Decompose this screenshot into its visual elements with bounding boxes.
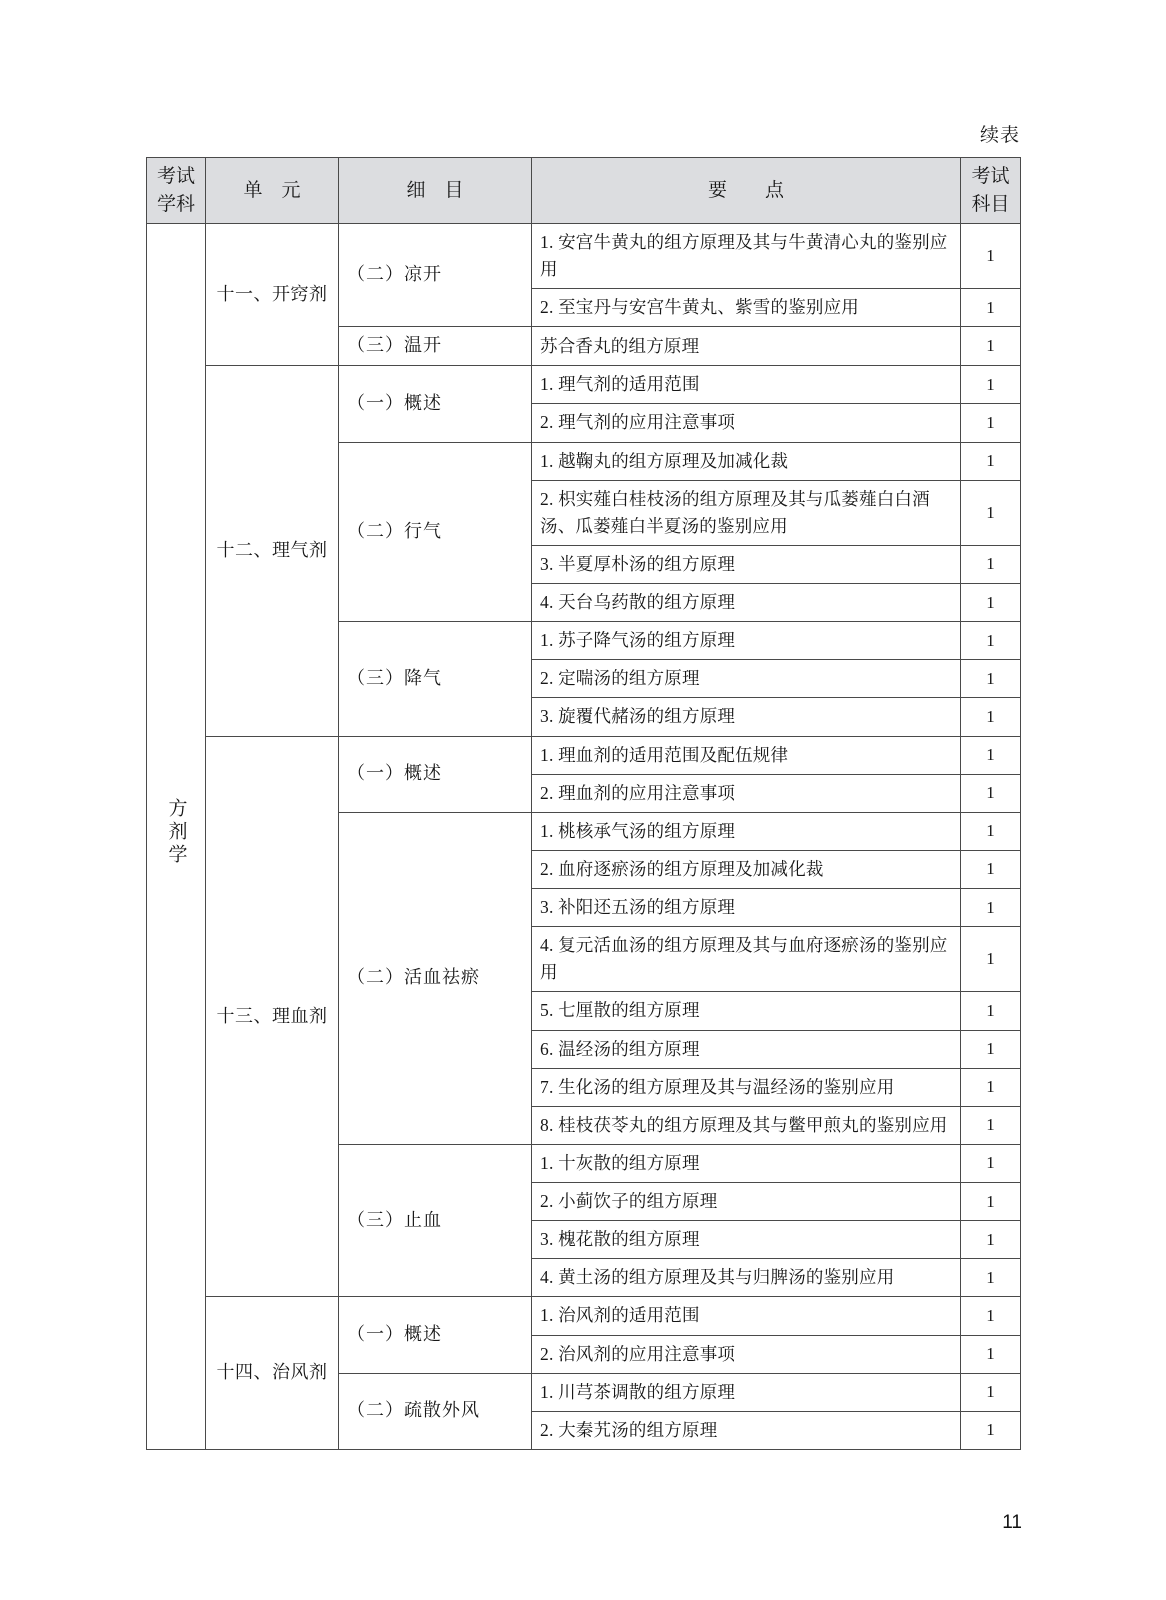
header-points: 要 点 bbox=[532, 158, 961, 224]
detail-cell: （一）概述 bbox=[339, 1297, 532, 1373]
point-cell: 2. 定喘汤的组方原理 bbox=[532, 660, 961, 698]
exam-code-cell: 1 bbox=[961, 1144, 1021, 1182]
point-cell: 3. 旋覆代赭汤的组方原理 bbox=[532, 698, 961, 736]
continuation-label: 续表 bbox=[979, 125, 1020, 146]
exam-code-cell: 1 bbox=[961, 327, 1021, 366]
unit-cell: 十四、治风剂 bbox=[206, 1297, 339, 1450]
point-cell: 4. 复元活血汤的组方原理及其与血府逐瘀汤的鉴别应用 bbox=[532, 927, 961, 992]
unit-cell: 十一、开窍剂 bbox=[206, 224, 339, 366]
exam-code-cell: 1 bbox=[961, 1106, 1021, 1144]
header-subject-line1: 考试 bbox=[156, 166, 195, 187]
exam-code-cell: 1 bbox=[961, 366, 1021, 404]
table-row bbox=[147, 366, 1021, 404]
table-row bbox=[147, 224, 1021, 289]
exam-code-cell: 1 bbox=[961, 1297, 1021, 1335]
point-cell: 2. 枳实薤白桂枝汤的组方原理及其与瓜蒌薤白白酒汤、瓜蒌薤白半夏汤的鉴别应用 bbox=[532, 480, 961, 545]
exam-code-cell: 1 bbox=[961, 992, 1021, 1030]
table-row bbox=[147, 736, 1021, 774]
exam-code-cell: 1 bbox=[961, 545, 1021, 583]
exam-code-cell: 1 bbox=[961, 480, 1021, 545]
point-cell: 2. 理气剂的应用注意事项 bbox=[532, 404, 961, 442]
point-cell: 4. 黄土汤的组方原理及其与归脾汤的鉴别应用 bbox=[532, 1259, 961, 1297]
table-body bbox=[147, 224, 1021, 1450]
exam-code-cell: 1 bbox=[961, 1068, 1021, 1106]
exam-code-cell: 1 bbox=[961, 850, 1021, 888]
detail-cell: （一）概述 bbox=[339, 366, 532, 442]
point-cell: 1. 越鞠丸的组方原理及加减化裁 bbox=[532, 442, 961, 480]
detail-cell: （三）止血 bbox=[339, 1144, 532, 1297]
point-cell: 1. 川芎茶调散的组方原理 bbox=[532, 1373, 961, 1411]
point-cell: 6. 温经汤的组方原理 bbox=[532, 1030, 961, 1068]
exam-syllabus-table bbox=[146, 157, 1021, 1450]
unit-cell: 十三、理血剂 bbox=[206, 736, 339, 1297]
point-cell: 3. 半夏厚朴汤的组方原理 bbox=[532, 545, 961, 583]
exam-code-cell: 1 bbox=[961, 698, 1021, 736]
exam-code-cell: 1 bbox=[961, 1259, 1021, 1297]
table-header bbox=[147, 158, 1021, 224]
point-cell: 3. 槐花散的组方原理 bbox=[532, 1221, 961, 1259]
page-number: 11 bbox=[1002, 1512, 1022, 1533]
exam-code-cell: 1 bbox=[961, 1335, 1021, 1373]
exam-code-cell: 1 bbox=[961, 927, 1021, 992]
header-examcode-line2: 科目 bbox=[971, 193, 1010, 215]
exam-code-cell: 1 bbox=[961, 736, 1021, 774]
header-examcode-line1: 考试 bbox=[971, 166, 1010, 187]
exam-code-cell: 1 bbox=[961, 1030, 1021, 1068]
point-cell: 2. 治风剂的应用注意事项 bbox=[532, 1335, 961, 1373]
exam-code-cell: 1 bbox=[961, 889, 1021, 927]
table-row bbox=[147, 1297, 1021, 1335]
header-unit: 单 元 bbox=[206, 158, 339, 224]
detail-cell: （三）温开 bbox=[339, 327, 532, 366]
exam-code-cell: 1 bbox=[961, 1183, 1021, 1221]
point-cell: 1. 治风剂的适用范围 bbox=[532, 1297, 961, 1335]
point-cell: 1. 理气剂的适用范围 bbox=[532, 366, 961, 404]
exam-code-cell: 1 bbox=[961, 442, 1021, 480]
header-row bbox=[147, 158, 1021, 224]
point-cell: 2. 小蓟饮子的组方原理 bbox=[532, 1183, 961, 1221]
exam-code-cell: 1 bbox=[961, 622, 1021, 660]
point-cell: 1. 理血剂的适用范围及配伍规律 bbox=[532, 736, 961, 774]
exam-code-cell: 1 bbox=[961, 404, 1021, 442]
point-cell: 1. 苏子降气汤的组方原理 bbox=[532, 622, 961, 660]
point-cell: 1. 十灰散的组方原理 bbox=[532, 1144, 961, 1182]
point-cell: 5. 七厘散的组方原理 bbox=[532, 992, 961, 1030]
exam-code-cell: 1 bbox=[961, 289, 1021, 327]
exam-code-cell: 1 bbox=[961, 1221, 1021, 1259]
exam-code-cell: 1 bbox=[961, 584, 1021, 622]
header-examcode bbox=[961, 158, 1021, 224]
exam-code-cell: 1 bbox=[961, 660, 1021, 698]
detail-cell: （二）行气 bbox=[339, 442, 532, 622]
exam-code-cell: 1 bbox=[961, 774, 1021, 812]
point-cell: 苏合香丸的组方原理 bbox=[532, 327, 961, 366]
detail-cell: （一）概述 bbox=[339, 736, 532, 812]
exam-code-cell: 1 bbox=[961, 1373, 1021, 1411]
point-cell: 2. 至宝丹与安宫牛黄丸、紫雪的鉴别应用 bbox=[532, 289, 961, 327]
exam-code-cell: 1 bbox=[961, 812, 1021, 850]
detail-cell: （二）疏散外风 bbox=[339, 1373, 532, 1449]
point-cell: 4. 天台乌药散的组方原理 bbox=[532, 584, 961, 622]
header-subject bbox=[147, 158, 206, 224]
detail-cell: （二）凉开 bbox=[339, 224, 532, 327]
point-cell: 2. 血府逐瘀汤的组方原理及加减化裁 bbox=[532, 850, 961, 888]
point-cell: 2. 理血剂的应用注意事项 bbox=[532, 774, 961, 812]
point-cell: 8. 桂枝茯苓丸的组方原理及其与鳖甲煎丸的鉴别应用 bbox=[532, 1106, 961, 1144]
exam-code-cell: 1 bbox=[961, 1411, 1021, 1449]
detail-cell: （二）活血祛瘀 bbox=[339, 812, 532, 1144]
point-cell: 2. 大秦艽汤的组方原理 bbox=[532, 1411, 961, 1449]
subject-label: 方剂学 bbox=[165, 797, 187, 867]
subject-cell bbox=[147, 224, 206, 1450]
unit-cell: 十二、理气剂 bbox=[206, 366, 339, 736]
header-subject-line2: 学科 bbox=[156, 193, 195, 215]
point-cell: 7. 生化汤的组方原理及其与温经汤的鉴别应用 bbox=[532, 1068, 961, 1106]
detail-cell: （三）降气 bbox=[339, 622, 532, 736]
point-cell: 3. 补阳还五汤的组方原理 bbox=[532, 889, 961, 927]
point-cell: 1. 桃核承气汤的组方原理 bbox=[532, 812, 961, 850]
point-cell: 1. 安宫牛黄丸的组方原理及其与牛黄清心丸的鉴别应用 bbox=[532, 224, 961, 289]
exam-code-cell: 1 bbox=[961, 224, 1021, 289]
header-detail: 细 目 bbox=[339, 158, 532, 224]
